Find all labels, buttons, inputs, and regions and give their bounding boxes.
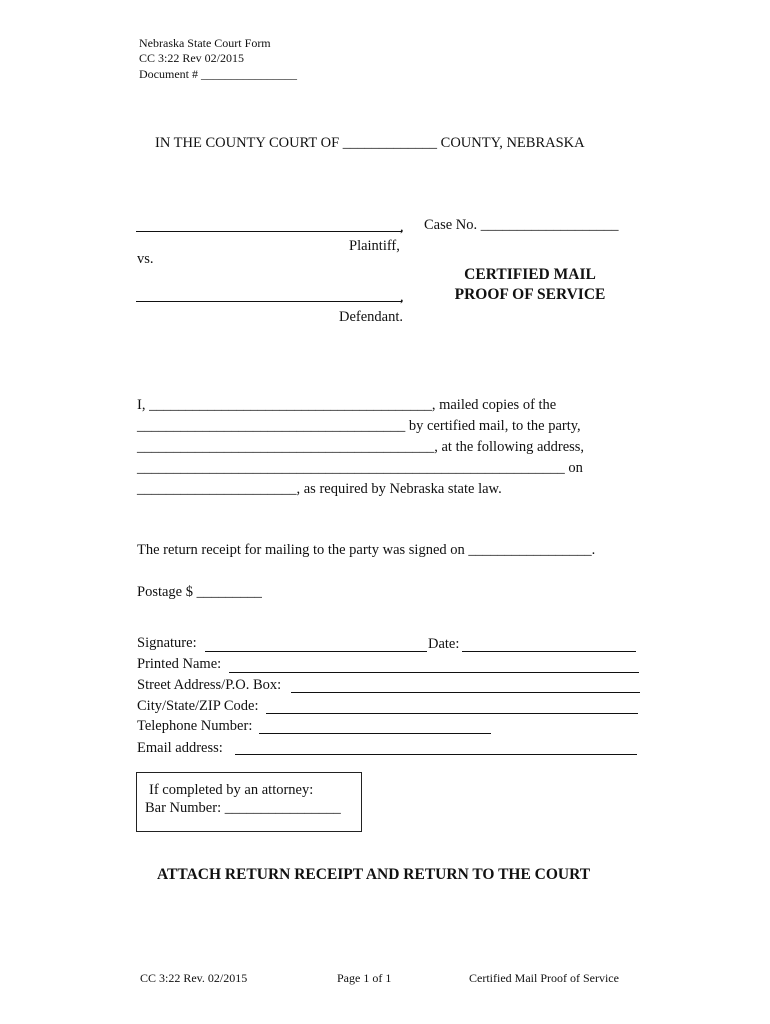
defendant-label: Defendant. xyxy=(339,309,404,325)
court-heading: IN THE COUNTY COURT OF _____________ COUNTY, NEBRASKA xyxy=(155,135,585,151)
street-address-label: Street Address/P.O. Box: xyxy=(137,677,282,693)
defendant-name-line[interactable] xyxy=(136,301,402,302)
email-line[interactable] xyxy=(235,754,637,755)
date-label: Date: xyxy=(428,636,460,652)
statement-line-5: ______________________, as required by Nebraska state law. xyxy=(137,481,502,497)
plaintiff-name-line[interactable] xyxy=(136,231,402,232)
date-line[interactable] xyxy=(462,651,636,652)
return-instruction: ATTACH RETURN RECEIPT AND RETURN TO THE COURT xyxy=(157,866,591,883)
form-name: Nebraska State Court Form xyxy=(139,36,271,50)
street-address-line[interactable] xyxy=(291,692,640,693)
statement-line-2: _____________________________________ by certified mail, to the party, xyxy=(137,418,581,434)
telephone-label: Telephone Number: xyxy=(137,718,253,734)
versus-label: vs. xyxy=(137,251,154,267)
email-label: Email address: xyxy=(137,740,223,756)
footer-page-number: Page 1 of 1 xyxy=(337,971,392,985)
document-number: Document # ________________ xyxy=(139,67,297,81)
form-revision: CC 3:22 Rev 02/2015 xyxy=(139,51,245,65)
case-number: Case No. ___________________ xyxy=(424,217,619,233)
postage-field: Postage $ _________ xyxy=(137,584,262,600)
city-state-zip-line[interactable] xyxy=(266,713,638,714)
printed-name-line[interactable] xyxy=(229,672,639,673)
footer-form-title: Certified Mail Proof of Service xyxy=(469,971,619,985)
city-state-zip-label: City/State/ZIP Code: xyxy=(137,698,259,714)
return-receipt-statement: The return receipt for mailing to the party was signed on _________________. xyxy=(137,542,596,558)
statement-line-3: _________________________________________, at the following address, xyxy=(137,439,585,455)
form-title-line1: CERTIFIED MAIL xyxy=(464,266,596,283)
statement-line-4: ___________________________________________________________ on xyxy=(137,460,583,476)
telephone-line[interactable] xyxy=(259,733,491,734)
bar-number-field: Bar Number: ________________ xyxy=(145,800,341,816)
signature-line[interactable] xyxy=(205,651,427,652)
statement-line-1: I, _______________________________________, mailed copies of the xyxy=(137,397,557,413)
footer-form-code: CC 3:22 Rev. 02/2015 xyxy=(140,971,248,985)
signature-label: Signature: xyxy=(137,635,197,651)
plaintiff-label: Plaintiff, xyxy=(349,238,400,254)
plaintiff-comma: , xyxy=(400,219,404,235)
attorney-note: If completed by an attorney: xyxy=(149,782,314,798)
printed-name-label: Printed Name: xyxy=(137,656,222,672)
form-title-line2: PROOF OF SERVICE xyxy=(454,286,606,303)
defendant-comma: , xyxy=(400,289,404,305)
